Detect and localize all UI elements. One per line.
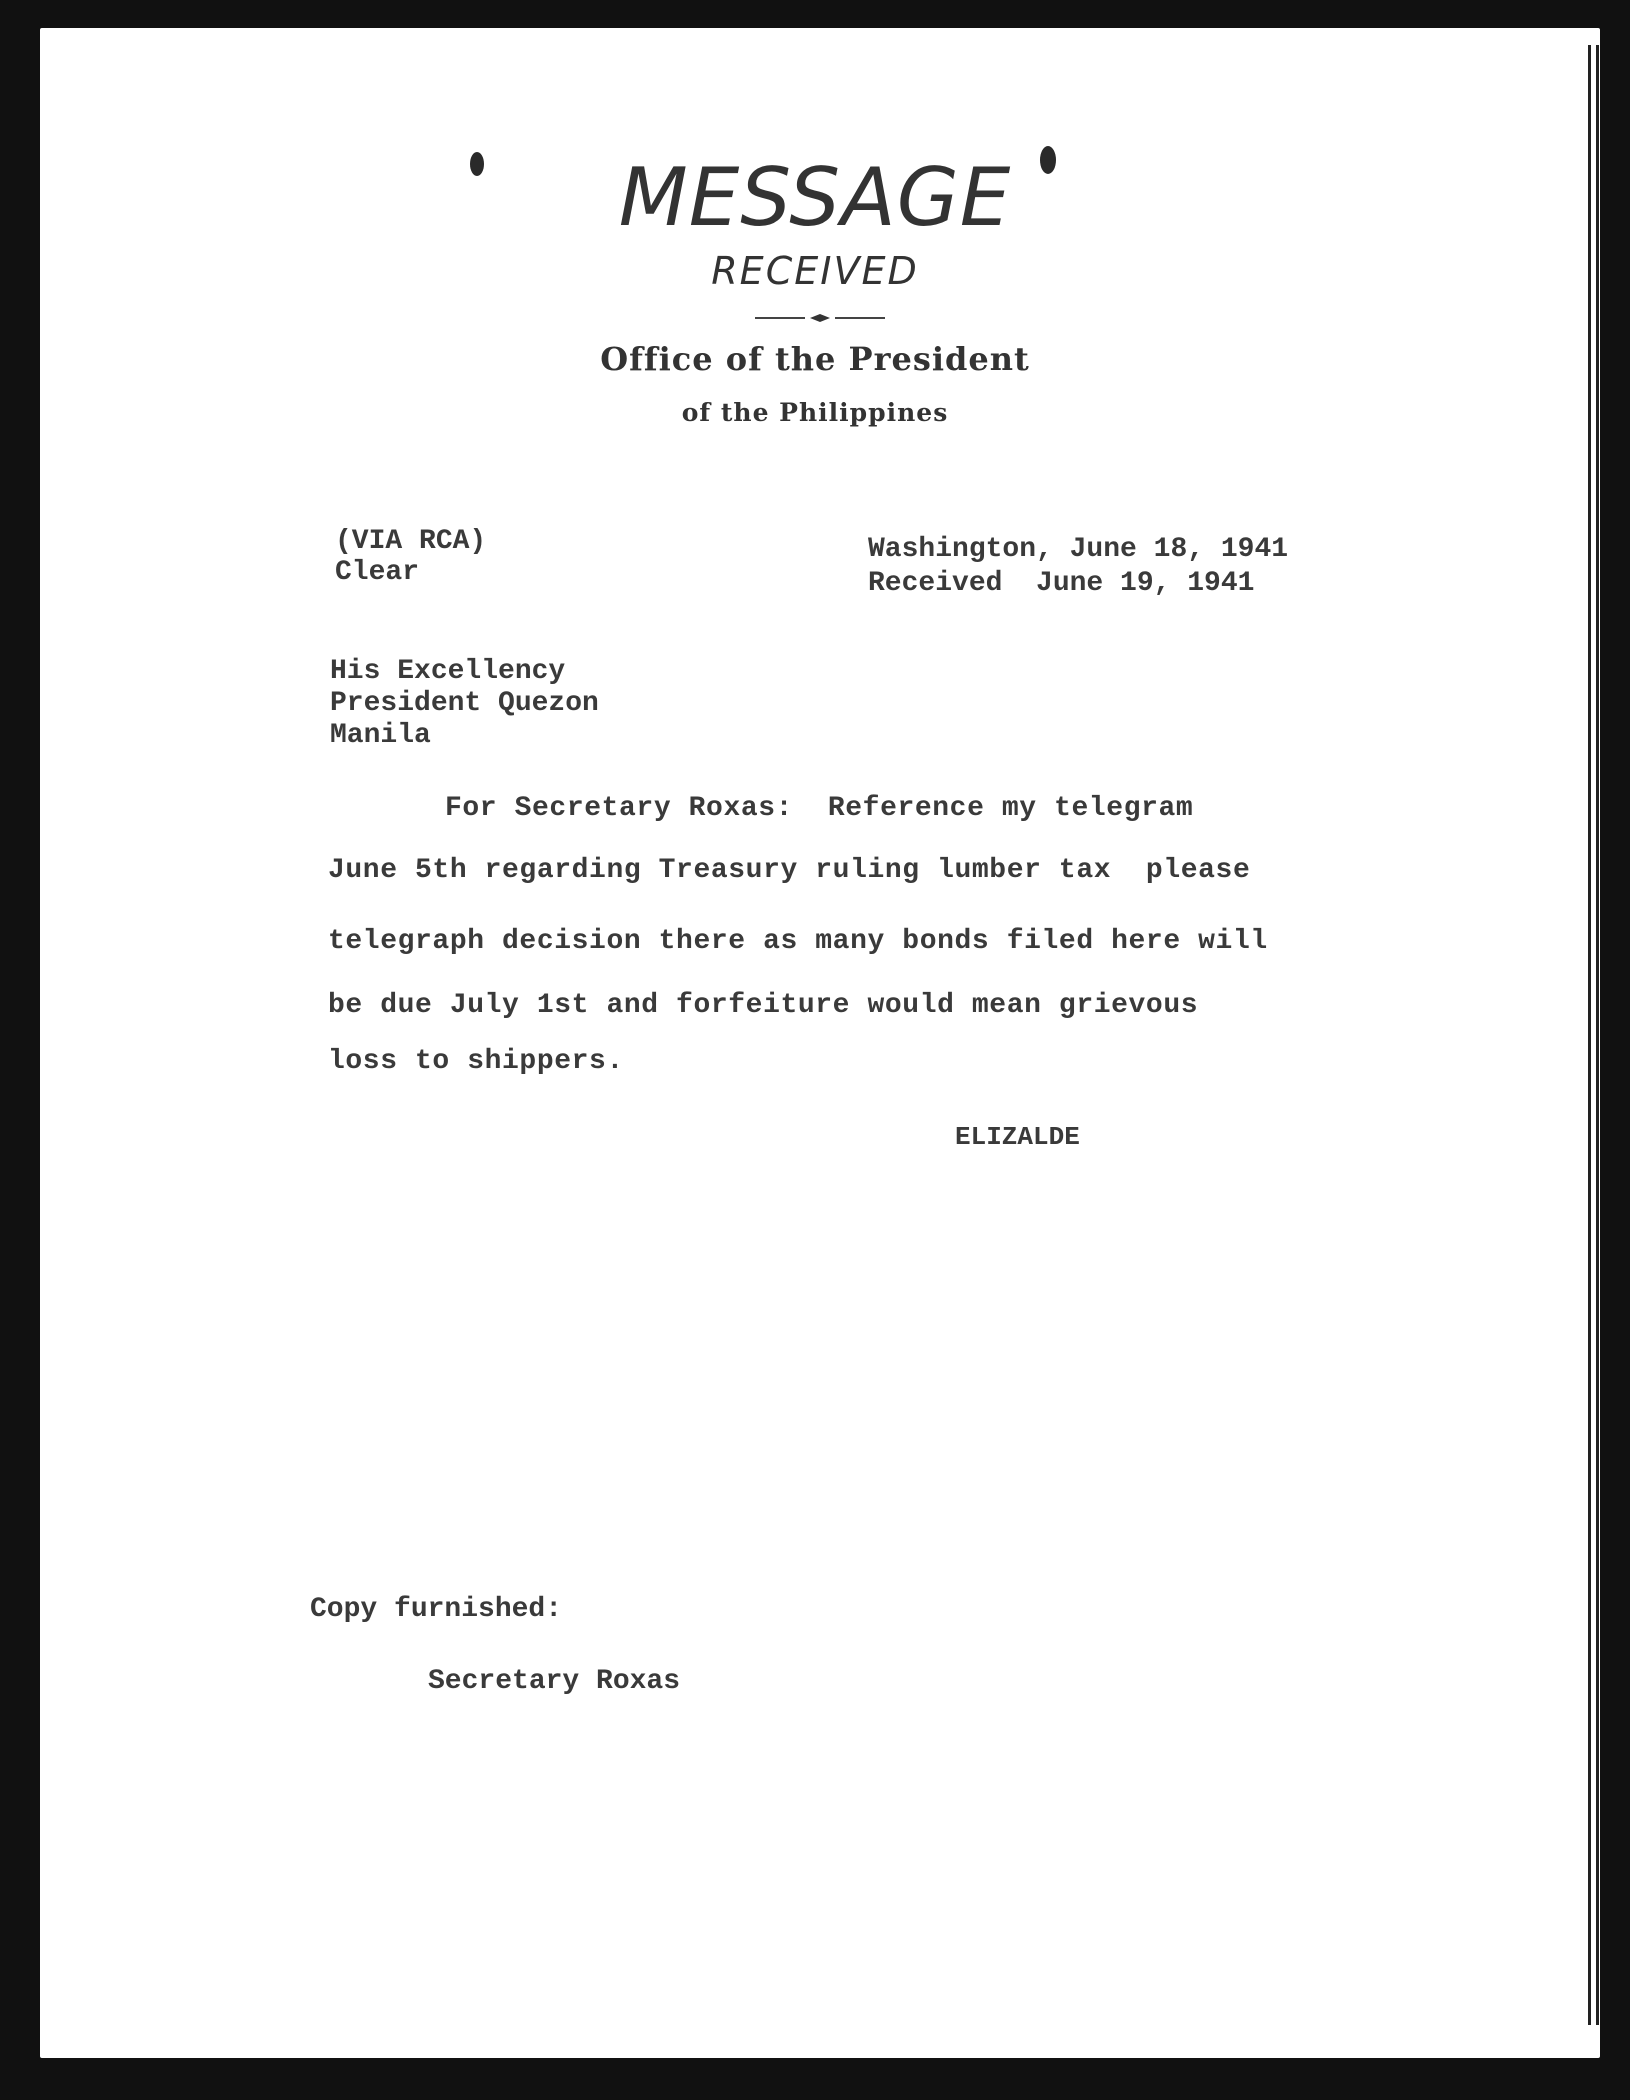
ornament-divider [755, 312, 885, 324]
letterhead-title: MESSAGE [618, 151, 1012, 244]
body-line: For Secretary Roxas: Reference my telegram [445, 793, 1194, 824]
addressee-city: Manila [330, 720, 431, 751]
body-line: loss to shippers. [328, 1046, 624, 1077]
signature: ELIZALDE [955, 1122, 1080, 1152]
body-line: telegraph decision there as many bonds filed here will [328, 926, 1268, 957]
body-line: be due July 1st and forfeiture would mean grievous [328, 990, 1199, 1021]
routing-via: (VIA RCA) [335, 526, 487, 557]
document-page [40, 28, 1600, 2058]
letterhead-office: Office of the President [600, 340, 1030, 378]
received-date: Received June 19, 1941 [868, 568, 1255, 599]
copy-recipient: Secretary Roxas [428, 1666, 681, 1697]
body-line: June 5th regarding Treasury ruling lumber tax please [328, 855, 1251, 886]
letterhead-country: of the Philippines [681, 398, 949, 427]
addressee-name: President Quezon [330, 688, 599, 719]
sent-date: Washington, June 18, 1941 [868, 534, 1289, 565]
letterhead-subtitle: RECEIVED [711, 249, 919, 293]
addressee-title: His Excellency [330, 656, 566, 687]
routing-mode: Clear [335, 557, 420, 588]
copy-label: Copy furnished: [310, 1594, 563, 1625]
